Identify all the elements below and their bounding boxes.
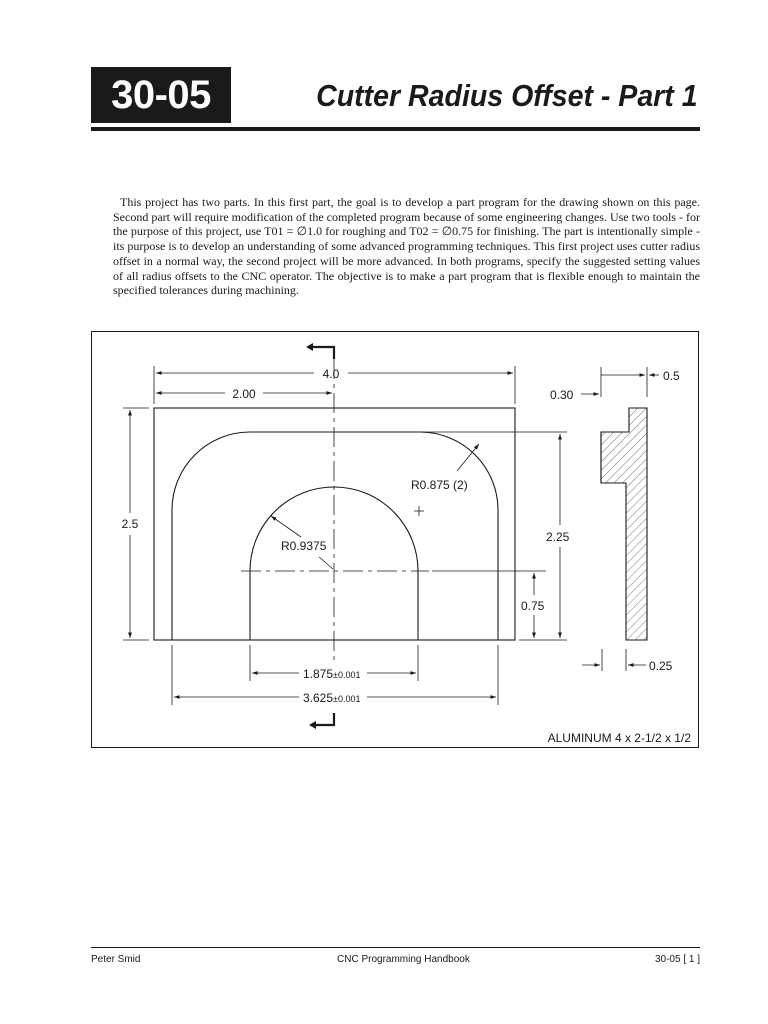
dim-inner-center-label: 0.75 [521, 599, 545, 613]
footer-book-title: CNC Programming Handbook [337, 954, 470, 965]
footer-author: Peter Smid [91, 954, 141, 965]
section-arrow-bottom [313, 713, 334, 725]
dim-height-label: 2.5 [121, 517, 139, 531]
dim-inner-radius-label: R0.9375 [281, 539, 327, 553]
dim-center-label: 2.00 [232, 387, 256, 401]
intro-paragraph: This project has two parts. In this first part, the goal is to develop a part program for the drawing shown on this page. Second part will require modification of the completed program because of some engineering changes. Use two tools - for the purpose of this project, use T01 = ∅1.0 for roughing and T02 = ∅0.75 for finishing. The part is intentionally simple - its purpose is to develop an understanding of some advanced programming techniques. This first project uses cutter radius offset in a normal way, the second project will be more advanced. In both programs, specify the suggested setting values of all radius offsets to the CNC operator. The objective is to make a part program that is flexible enough to maintain the specified tolerances during machining. [113, 195, 700, 298]
footer-page-number: 30-05 [ 1 ] [654, 954, 700, 965]
side-section-profile [601, 408, 647, 640]
page-title: Cutter Radius Offset - Part 1 [316, 78, 698, 113]
dimension-labels [122, 367, 692, 745]
material-label: ALUMINUM 4 x 2-1/2 x 1/2 [547, 731, 691, 745]
dim-side-step-label: 0.30 [550, 388, 574, 402]
dim-inner-width-label: 1.875±0.001 [303, 667, 361, 681]
dimension-lines [123, 366, 659, 705]
dim-side-thickness-label: 0.5 [663, 369, 680, 383]
section-arrow-top [310, 347, 334, 359]
center-lines [241, 359, 429, 661]
technical-drawing [92, 332, 700, 749]
part-outline [154, 408, 515, 640]
footer-rule [91, 947, 700, 948]
dim-outer-radius-label: R0.875 (2) [411, 478, 468, 492]
dim-opening-height-label: 2.25 [546, 530, 570, 544]
section-number: 30-05 [91, 67, 231, 123]
drawing-frame [91, 331, 699, 748]
stock-rectangle [154, 408, 515, 640]
dim-width-label: 4.0 [322, 367, 340, 381]
side-section-view [601, 408, 647, 640]
dim-outer-width-label: 3.625±0.001 [303, 691, 361, 705]
outer-opening-profile [172, 432, 498, 640]
dim-side-wall-label: 0.25 [649, 659, 673, 673]
title-rule [91, 127, 700, 131]
